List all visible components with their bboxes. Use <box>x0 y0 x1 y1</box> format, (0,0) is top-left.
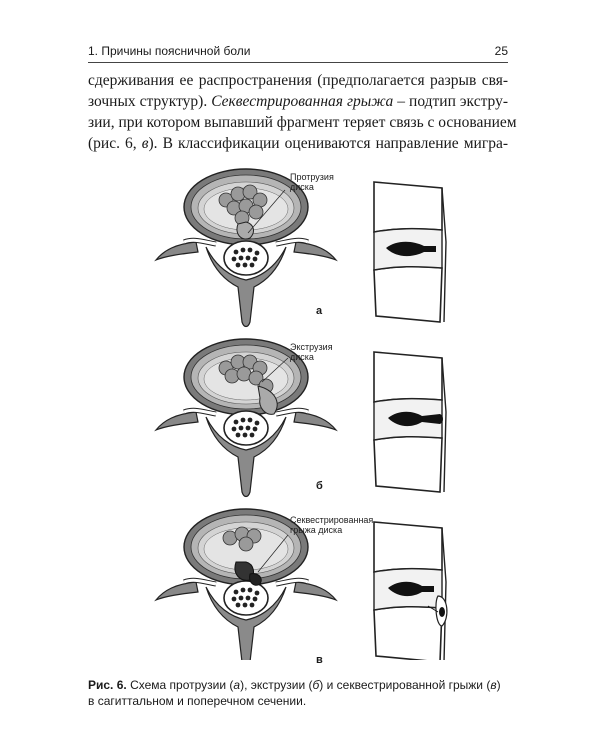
callout-extrusion-line1: Экструзия <box>290 342 333 352</box>
callout-sequestered <box>290 515 373 535</box>
body-line-4-start: (рис. 6, <box>88 135 137 152</box>
body-line-2 <box>88 91 508 112</box>
callout-sequestered-line2: грыжа диска <box>290 525 343 535</box>
callout-protrusion-line1: Протрузия <box>290 172 334 182</box>
callout-extrusion-line2: диска <box>290 352 314 362</box>
caption-text-a: Схема протрузии ( <box>130 678 234 692</box>
callout-sequestered-line1: Секвестрированная <box>290 515 374 525</box>
panel-a-sagittal <box>374 182 446 322</box>
caption-text-b: ), экструзии ( <box>240 678 313 692</box>
caption-letter-c: в <box>490 678 497 692</box>
panel-b-sagittal <box>374 352 446 492</box>
body-line-4-letter: в <box>141 135 149 152</box>
callout-protrusion-line2: диска <box>290 182 314 192</box>
body-paragraph <box>88 70 517 154</box>
body-line-2-end: – подтип экстру- <box>397 93 508 110</box>
panel-letter-b: б <box>316 480 323 492</box>
chapter-title: 1. Причины поясничной боли <box>88 44 251 58</box>
body-line-4 <box>88 133 508 154</box>
term-sequestered-hernia: Секвестрированная грыжа <box>211 93 394 110</box>
body-line-2-start: зочных структур). <box>88 93 208 110</box>
caption-text-d: ) в сагиттальном и поперечном сечении. <box>88 678 501 708</box>
body-line-4-end: ). В классификации оцениваются направление мигра- <box>148 135 508 152</box>
page-number: 25 <box>494 44 508 58</box>
figure-illustration <box>0 160 600 660</box>
panel-letter-a: а <box>316 305 323 317</box>
panel-a-axial <box>156 169 336 327</box>
caption-label: Рис. 6. <box>88 678 127 692</box>
callout-extrusion <box>290 342 333 362</box>
panel-b-axial <box>156 339 336 497</box>
figure-caption <box>88 677 508 709</box>
caption-letter-b: б <box>312 678 320 692</box>
body-line-1: сдерживания ее распространения (предполагается разрыв свя- <box>88 72 508 89</box>
figure-6 <box>0 160 600 666</box>
caption-letter-a: а <box>233 678 241 692</box>
body-line-3: зии, при котором выпавший фрагмент теряет связь с основанием <box>88 114 517 131</box>
panel-c-sagittal <box>374 522 447 660</box>
callout-protrusion <box>290 172 334 192</box>
caption-text-c: ) и секвестрированной грыжи ( <box>319 678 491 692</box>
panel-letter-c: в <box>316 654 323 666</box>
running-header <box>88 44 508 63</box>
